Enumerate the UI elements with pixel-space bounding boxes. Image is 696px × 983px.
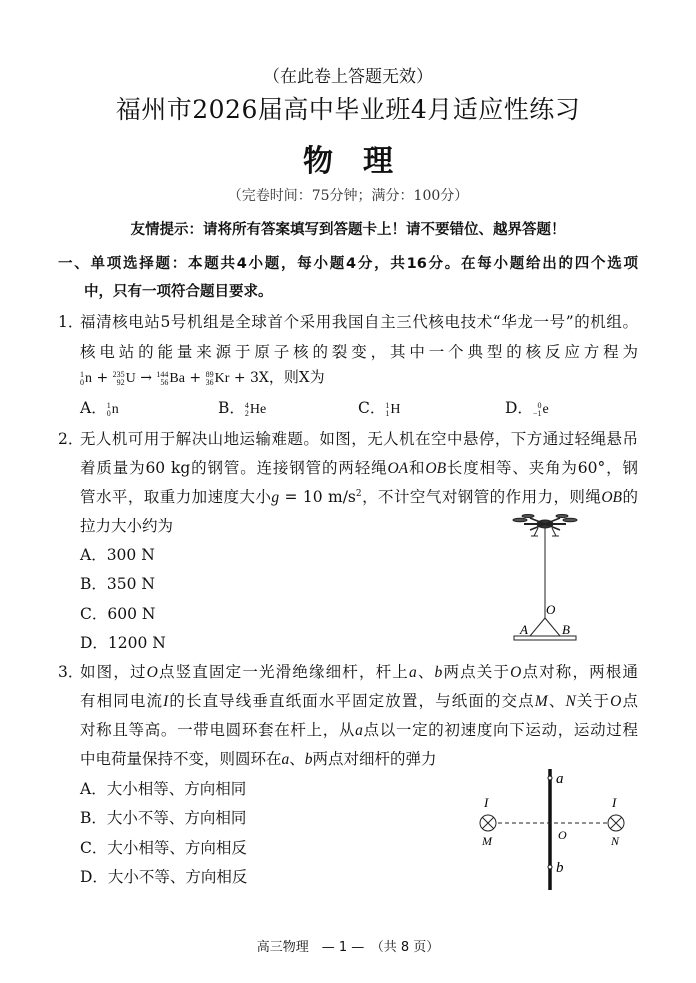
question-text: 管水平，取重力加速度大小g = 10 $m/s^2$，不计空气对钢管的作用力，则绳OB的: [80, 488, 638, 506]
question-number: 3．: [58, 663, 84, 681]
label-n: N: [611, 834, 620, 848]
option-d[interactable]: D．大小不等、方向相反: [80, 868, 248, 886]
exam-notice: （在此卷上答题无效）: [263, 67, 433, 87]
option-a[interactable]: A．大小相等、方向相同: [80, 780, 247, 798]
label-b: B: [562, 622, 570, 637]
label-m: M: [482, 834, 492, 848]
exam-time-info: （完卷时间：75分钟；满分：100分）: [227, 188, 469, 204]
page-footer: 高三物理 — 1 — （共 8 页）: [256, 940, 440, 955]
exam-title: 福州市2026届高中毕业班4月适应性练习: [115, 95, 581, 124]
rope-ob: [545, 618, 560, 636]
point-b-marker: [548, 865, 552, 869]
option-a[interactable]: A．300 N: [80, 546, 155, 564]
option-a[interactable]: A．1 0n: [80, 399, 119, 418]
question-text: 核电站的能量来源于原子核的裂变，其中一个典型的核反应方程为: [80, 343, 638, 361]
label-i-left: I: [484, 795, 489, 810]
label-b: b: [556, 860, 564, 876]
option-b[interactable]: B．4 2He: [218, 399, 267, 418]
option-c[interactable]: C．1 1H: [358, 399, 401, 418]
option-c[interactable]: C．大小相等、方向相反: [80, 839, 247, 857]
label-a: a: [556, 771, 564, 787]
rope-oa: [530, 618, 545, 636]
option-b[interactable]: B．350 N: [80, 575, 155, 593]
question-text: 拉力大小约为: [80, 517, 174, 535]
question-text: 福清核电站5号机组是全球首个采用我国自主三代核电技术“华龙一号”的机组。: [80, 313, 638, 331]
question-text: 如图，过O点竖直固定一光滑绝缘细杆，杆上a、b两点关于O点对称，两根通: [80, 663, 638, 681]
question-number: 1．: [58, 313, 84, 331]
subject-title: 物 理: [303, 144, 393, 179]
question-number: 2．: [58, 430, 84, 448]
point-a-marker: [548, 776, 552, 780]
label-o: O: [546, 602, 556, 617]
question-text: 有相同电流I的长直导线垂直纸面水平固定放置，与纸面的交点M、N关于O点: [80, 692, 638, 710]
rod-wire-figure: [470, 765, 640, 895]
option-d[interactable]: D． 0 −1e: [505, 399, 549, 418]
option-d[interactable]: D．1200 N: [80, 634, 166, 652]
wire-m-icon: [480, 815, 496, 831]
question-text: 无人机可用于解决山地运输难题。如图，无人机在空中悬停，下方通过轻绳悬吊: [80, 430, 638, 448]
question-text: 对称且等高。一带电圆环套在杆上，从a点以一定的初速度向下运动，运动过程: [80, 721, 638, 739]
wire-n-icon: [608, 815, 624, 831]
question-text: 着质量为60 kg的钢管。连接钢管的两轻绳OA和OB长度相等、夹角为60°，钢: [80, 459, 638, 477]
label-o: O: [558, 828, 567, 842]
label-i-right: I: [612, 795, 617, 810]
reminder-text: 友情提示：请将所有答案填写到答题卡上！请不要错位、越界答题！: [130, 222, 566, 238]
question-text: 中电荷量保持不变，则圆环在a、b两点对细杆的弹力: [80, 750, 437, 768]
option-b[interactable]: B．大小不等、方向相同: [80, 809, 247, 827]
section-heading-cont: 中，只有一项符合题目要求。: [84, 284, 273, 300]
nuclear-equation: 1 0n + 235 92U → 144 56Ba + 89 36Kr + 3X，则X为: [80, 368, 325, 387]
label-a: A: [520, 622, 528, 637]
option-c[interactable]: C．600 N: [80, 605, 156, 623]
drone-figure: [500, 510, 610, 645]
section-heading: 一、单项选择题：本题共4小题，每小题4分，共16分。在每小题给出的四个选项: [58, 256, 638, 272]
